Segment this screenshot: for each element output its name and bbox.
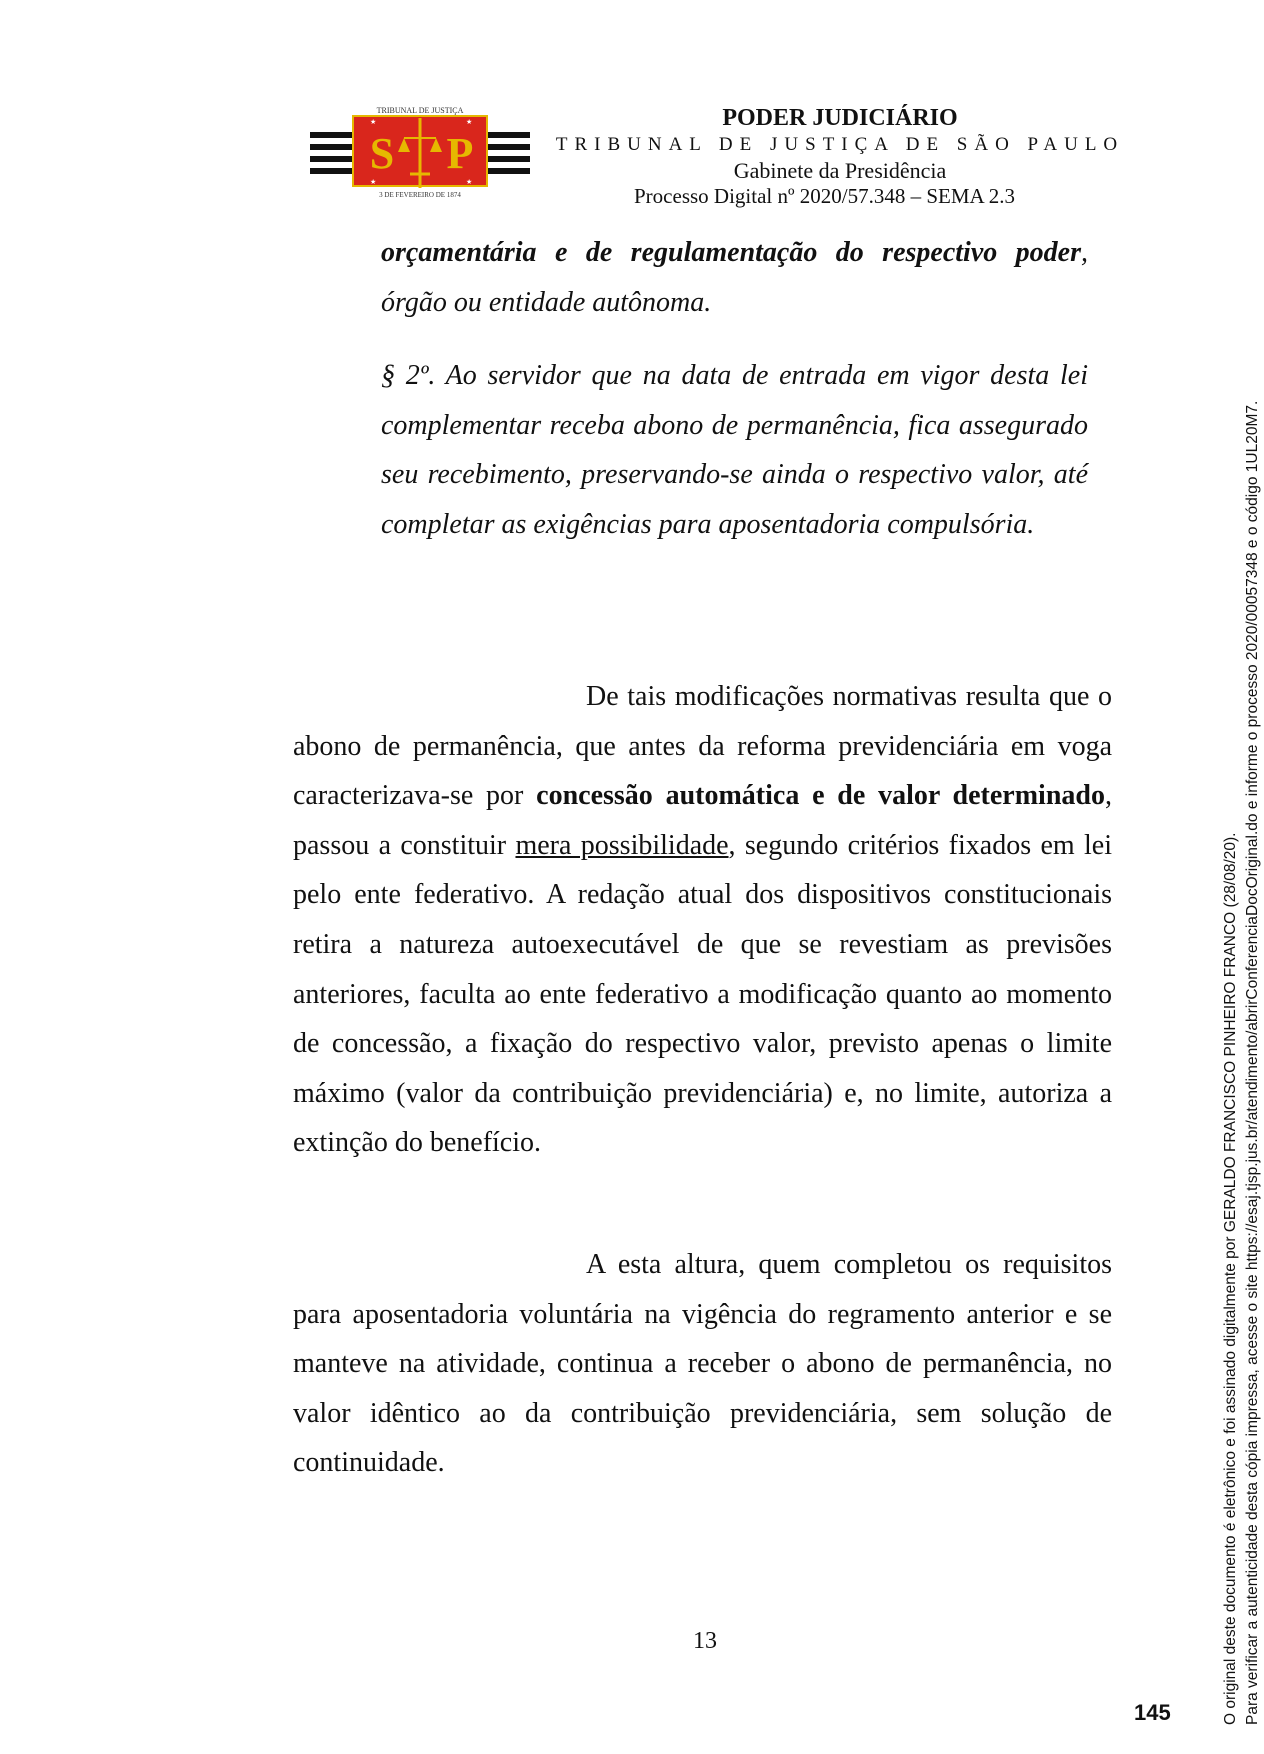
paragraph-text: De tais modificações normativas resulta que o abono de permanência, que antes da reforma previdenciária em voga caracterizava-se por <box>293 681 1112 812</box>
logo-top-text: TRIBUNAL DE JUSTIÇA <box>376 106 464 115</box>
svg-text:★: ★ <box>370 118 377 126</box>
authenticity-line-2: Para verificar a autenticidade desta cópia impressa, acesse o site https://esaj.tjsp.jus.br/atendimento/abrirConferenciaDocOriginal.do e informe o processo 2020/00057348 e o código 1UL20M7. <box>1244 400 1261 1725</box>
logo-letter-s: S <box>369 129 395 178</box>
body-paragraph-1 <box>293 672 1112 1168</box>
document-header <box>540 104 1140 184</box>
tjsp-logo <box>310 104 530 198</box>
logo-bottom-text: 3 DE FEVEREIRO DE 1874 <box>379 191 461 199</box>
logo-letter-p: P <box>446 129 474 178</box>
authenticity-line-1: O original deste documento é eletrônico e foi assinado digitalmente por GERALDO FRANCISCO PINHEIRO FRANCO (28/08/20). <box>1222 832 1239 1725</box>
header-office: Gabinete da Presidência <box>733 158 947 183</box>
quote-paragraph-2: § 2º. Ao servidor que na data de entrada em vigor desta lei complementar receba abono de permanência, fica assegurado seu recebimento, preservando-se ainda o respectivo valor, até completar as exigências para aposentadoria compulsória. <box>381 360 1088 540</box>
sheet-number: 145 <box>1134 1700 1171 1725</box>
authenticity-notice <box>1220 255 1264 1725</box>
paragraph-text: , segundo critérios fixados em lei pelo ente federativo. A redação atual dos dispositivos constitucionais retira a natureza autoexecutável de que se revestiam as previsões anteriores, faculta ao ente federativo a modificação quanto ao momento de concessão, a fixação do respectivo valor, previsto apenas o limite máximo (valor da contribuição previdenciária) e, no limite, autoriza a extinção do benefício. <box>293 829 1112 1159</box>
header-process-number: Processo Digital nº 2020/57.348 – SEMA 2.3 <box>634 184 1016 208</box>
quote-text: , órgão ou entidade autônoma. <box>381 237 1088 318</box>
paragraph-text: A esta altura, quem completou os requisitos para aposentadoria voluntária na vigência do regramento anterior e se manteve na atividade, continua a receber o abono de permanência, no valor idêntico ao da contribuição previdenciária, sem solução de continuidade. <box>293 1249 1112 1479</box>
page-number: 13 <box>693 1628 717 1654</box>
paragraph-text: , passou a constituir <box>293 780 1112 861</box>
paragraph-bold-text: concessão automática e de valor determinado <box>536 780 1105 812</box>
svg-text:★: ★ <box>466 118 473 126</box>
paragraph-underlined-text: mera possibilidade <box>515 829 729 861</box>
svg-text:★: ★ <box>466 178 473 186</box>
header-court: PODER JUDICIÁRIO <box>722 105 958 131</box>
quote-bold-text: orçamentária e de regulamentação do respectivo poder <box>381 237 1081 268</box>
quote-continuation <box>381 228 1088 327</box>
header-tribunal: TRIBUNAL DE JUSTIÇA DE SÃO PAULO <box>555 134 1125 155</box>
svg-text:★: ★ <box>370 178 377 186</box>
body-paragraph-2 <box>293 1240 1112 1488</box>
